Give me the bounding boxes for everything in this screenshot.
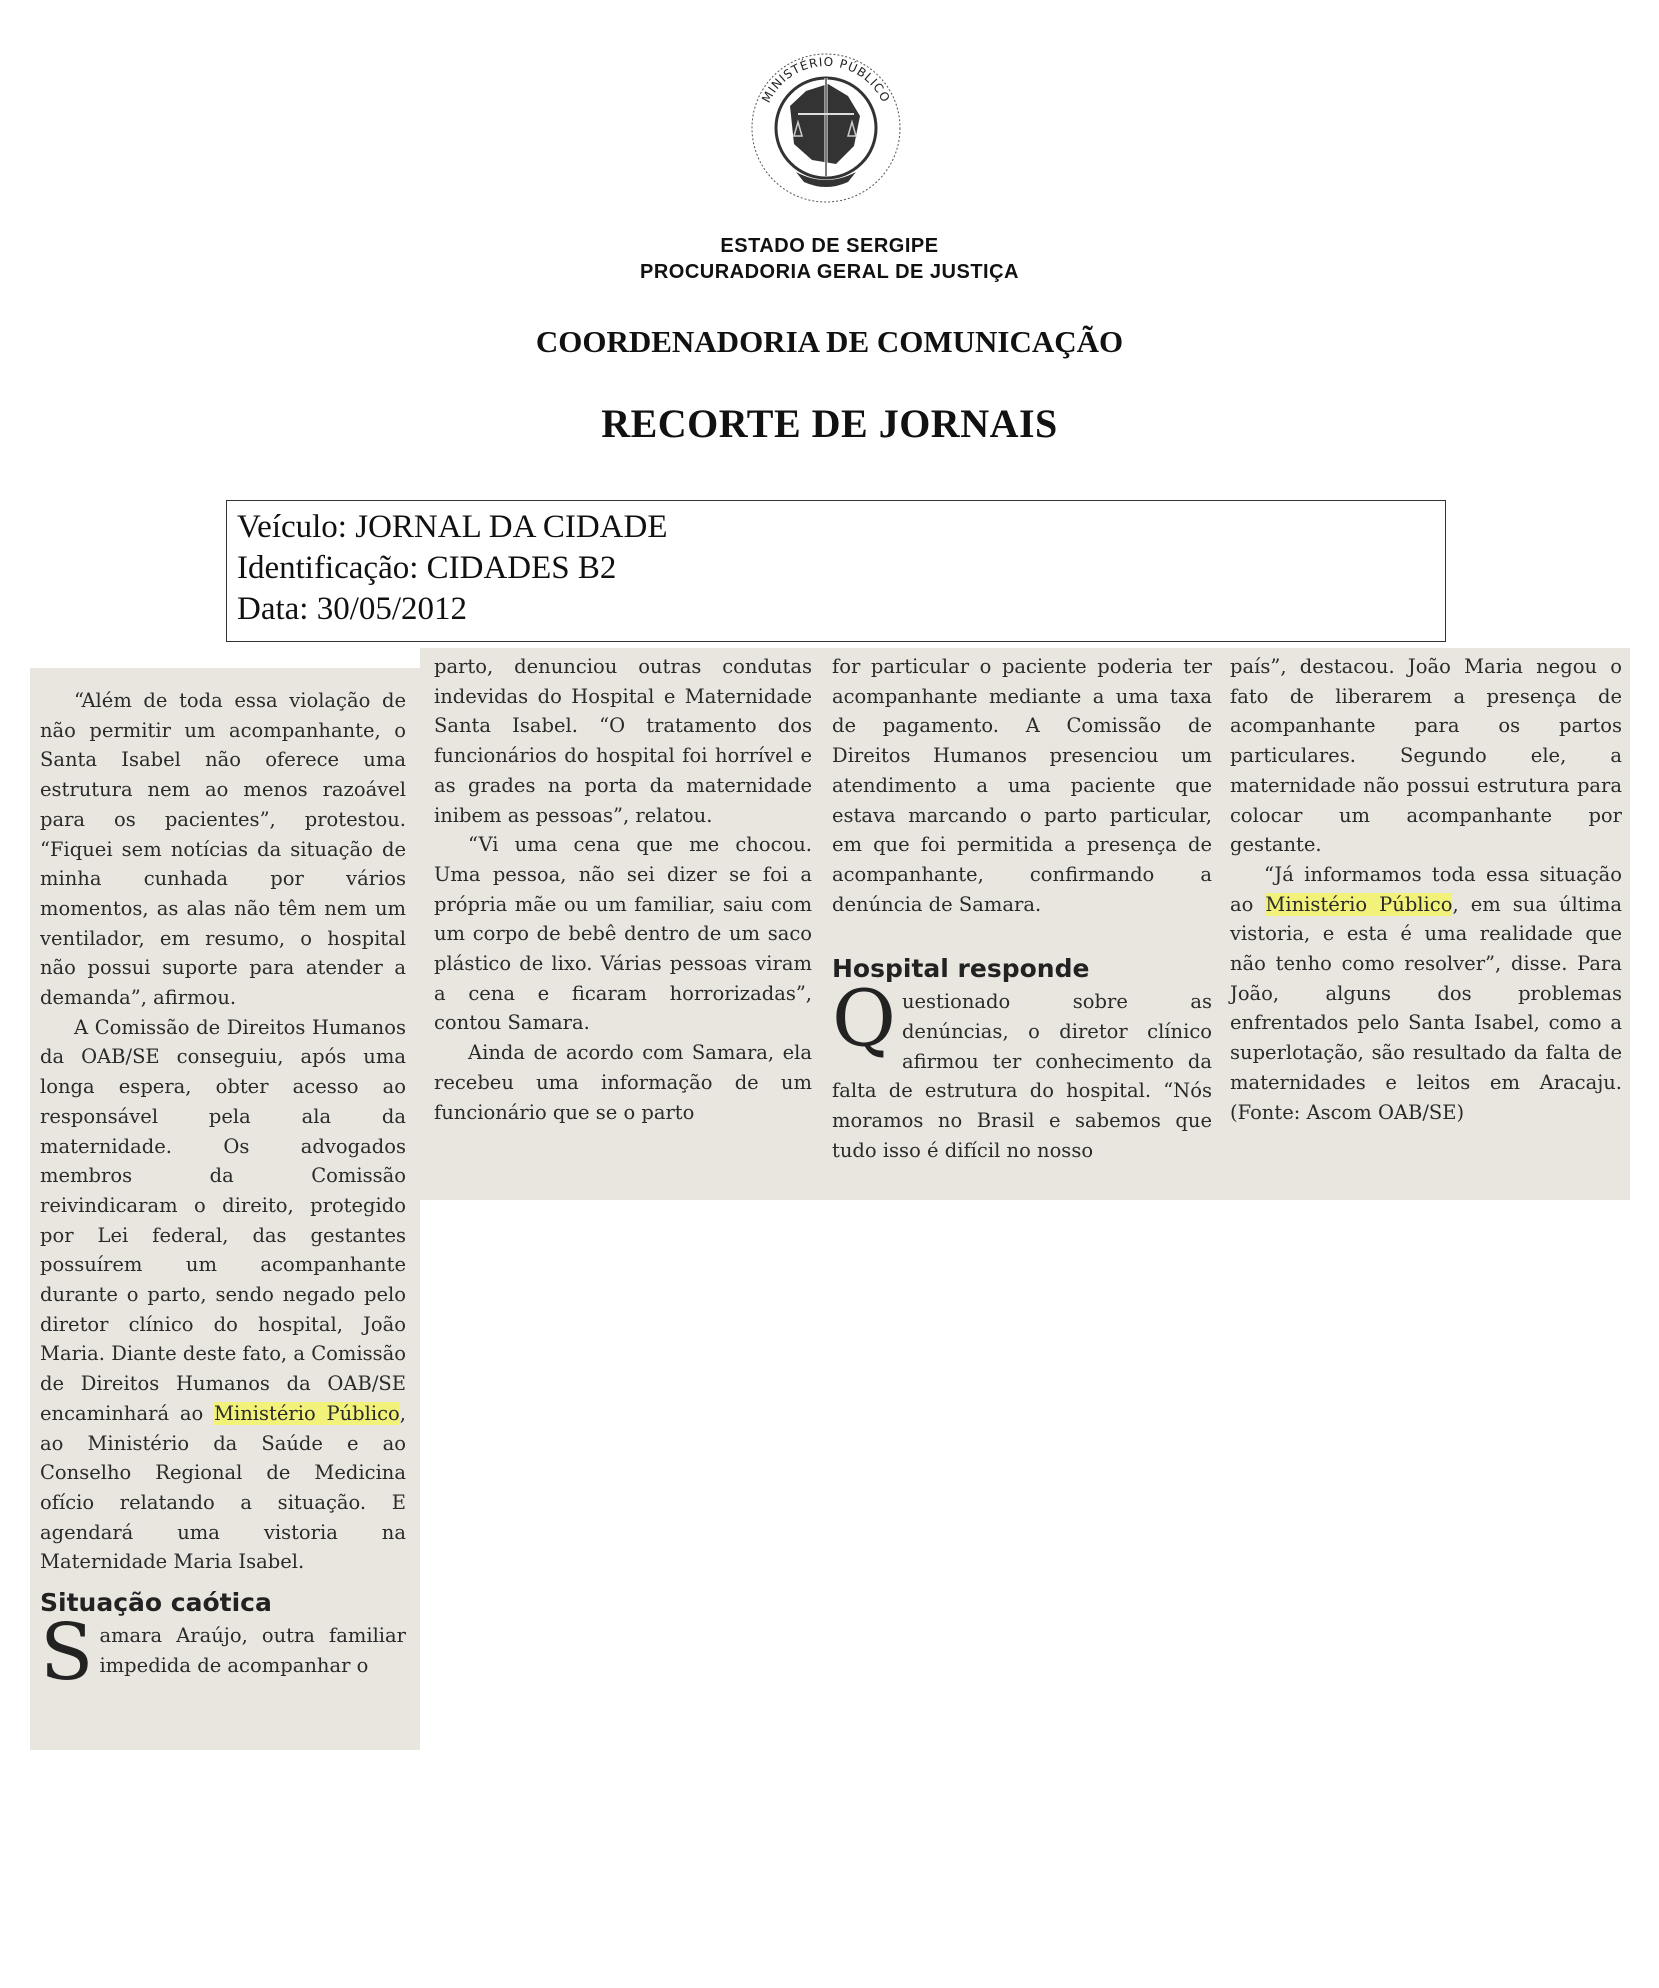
org-line-procuradoria: PROCURADORIA GERAL DE JUSTIÇA [640, 261, 1019, 283]
highlighted-text: Ministério Público [1265, 892, 1453, 916]
article-paragraph: Samara Araújo, outra familiar impedida de acompanhar o [40, 1608, 406, 1699]
article-column-4 [1220, 648, 1630, 1200]
subheading-situacao-caotica: Situação caótica [40, 1588, 272, 1618]
article-column-2 [420, 648, 820, 1200]
article-paragraph: “Vi uma cena que me chocou. Uma pessoa, não sei dizer se foi a própria mãe ou um familiar, saiu com um corpo de bebê dentro de um saco plástico de lixo. Várias pessoas viram a cena e ficaram horrorizadas”, contou Samara. [434, 833, 812, 1035]
article-paragraph: “Já informamos toda essa situação ao Ministério Público, em sua última vistoria, e esta é uma realidade que não tenho como resolver”, disse. Para João, alguns dos problemas enfrentados pelo Santa Isabel, como a superlotação, são resultado da falta de maternidades e leitos em Aracaju. (Fonte: Ascom OAB/SE) [1230, 862, 1622, 1124]
info-identificacao: Identificação: CIDADES B2 [237, 550, 617, 586]
article-paragraph: parto, denunciou outras condutas indevidas do Hospital e Maternidade Santa Isabel. “O tratamento dos funcionários do hospital foi horrível e as grades na porta da maternidade inibem as pessoas”, relatou. [434, 655, 812, 827]
ministerio-publico-seal [736, 36, 916, 208]
org-line-state: ESTADO DE SERGIPE [720, 235, 939, 257]
page-title: RECORTE DE JORNAIS [601, 401, 1058, 446]
highlighted-text: Ministério Público [214, 1401, 400, 1425]
article-paragraph: Questionado sobre as denúncias, o diretor clínico afirmou ter conhecimento da falta de estrutura do hospital. “Nós moramos no Brasil e sabemos que tudo isso é difícil no nosso [832, 974, 1212, 1162]
article-column-1 [30, 668, 420, 1750]
article-paragraph: A Comissão de Direitos Humanos da OAB/SE conseguiu, após uma longa espera, obter acesso ao responsável pela ala da maternidade. Os advogados membros da Comissão reivindicaram o direito, protegido por Lei federal, das gestantes possuírem um acompanhante durante o parto, sendo negado pelo diretor clínico do hospital, João Maria. Diante deste fato, a Comissão de Direitos Humanos da OAB/SE encaminhará ao Ministério Público, ao Ministério da Saúde e ao Conselho Regional de Medicina ofício relatando a situação. E agendará uma vistoria na Maternidade Maria Isabel. [40, 1015, 406, 1574]
drop-cap: S [40, 1608, 94, 1699]
article-paragraph: país”, destacou. João Maria negou o fato de liberarem a presença de acompanhante para os partos particulares. Segundo ele, a maternidade não possui estrutura para colocar um acompanhante por gestante. [1230, 655, 1622, 857]
subheading-hospital-responde: Hospital responde [832, 954, 1090, 984]
clipping-info-box [226, 500, 1446, 642]
article-column-3 [820, 648, 1220, 1200]
info-data: Data: 30/05/2012 [237, 591, 468, 627]
info-veiculo: Veículo: JORNAL DA CIDADE [237, 509, 668, 545]
section-title: COORDENADORIA DE COMUNICAÇÃO [535, 324, 1124, 359]
article-paragraph: Ainda de acordo com Samara, ela recebeu uma informação de um funcionário que se o parto [434, 1041, 812, 1124]
article-paragraph: “Além de toda essa violação de não permitir um acompanhante, o Santa Isabel não oferece uma estrutura nem ao menos razoável para os pacientes”, protestou. “Fiquei sem notícias da situação de minha cunhada por vários momentos, as alas não têm nem um ventilador, em resumo, o hospital não possui suporte para atender a demanda”, afirmou. [40, 689, 406, 1010]
article-paragraph: for particular o paciente poderia ter acompanhante mediante a uma taxa de pagamento. A Comissão de Direitos Humanos presenciou um atendimento a uma paciente que estava marcando o parto particular, em que foi permitida a presença de acompanhante, confirmando a denúncia de Samara. [832, 655, 1212, 916]
svg-text:MINISTÉRIO PÚBLICO: MINISTÉRIO PÚBLICO [759, 54, 893, 106]
drop-cap: Q [832, 974, 896, 1065]
